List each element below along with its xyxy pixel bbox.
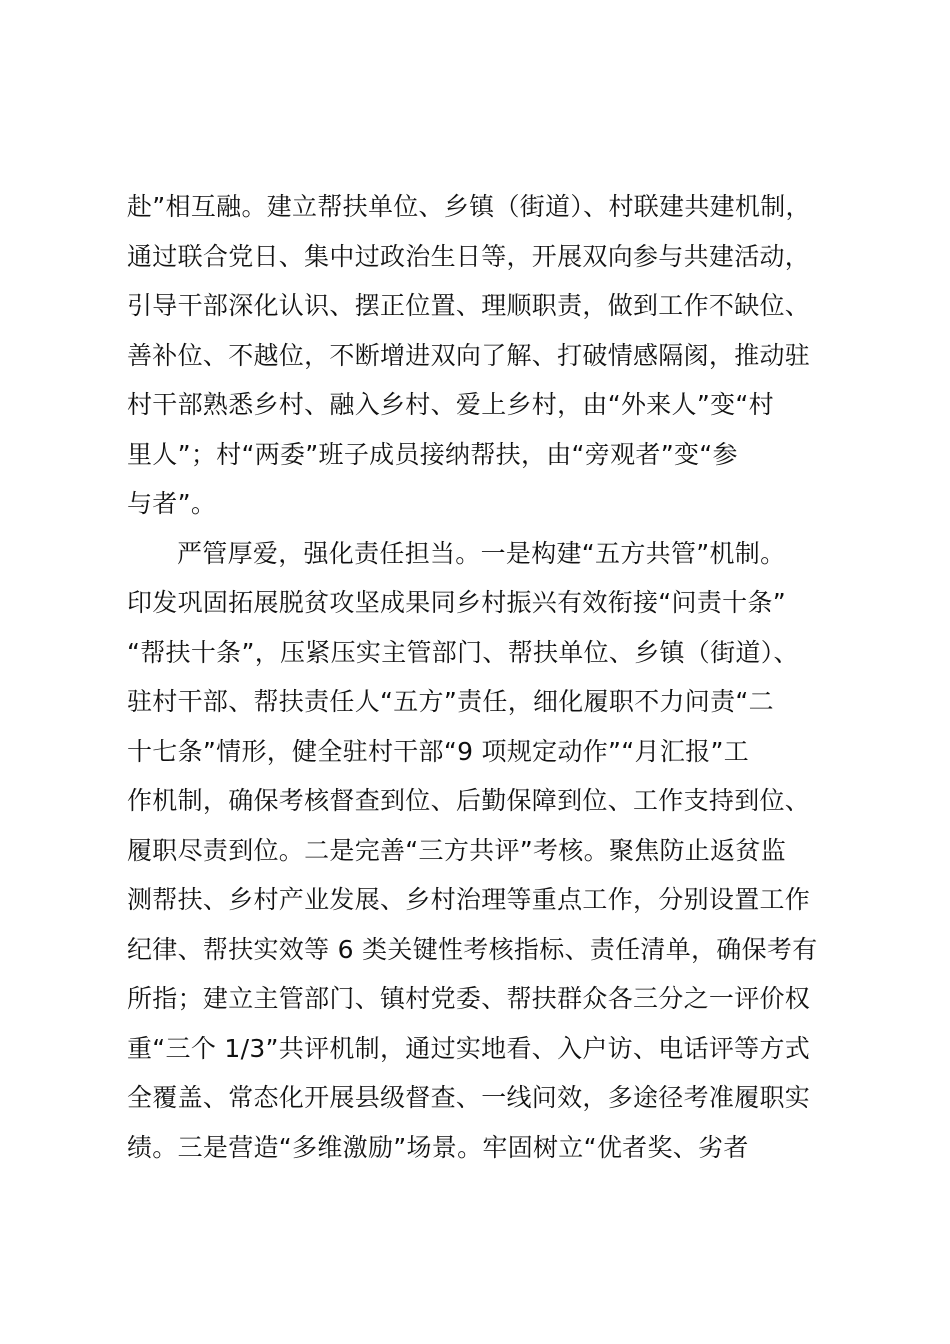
text-line: 里人”；村“两委”班子成员接纳帮扶，由“旁观者”变“参	[127, 439, 738, 469]
text-line: 十七条”情形，健全驻村干部“9 项规定动作”“月汇报”工	[127, 736, 750, 766]
text-line: 通过联合党日、集中过政治生日等，开展双向参与共建活动，	[127, 241, 811, 271]
text-line: 引导干部深化认识、摆正位置、理顺职责，做到工作不缺位、	[127, 291, 811, 320]
text-line: 绩。三是营造“多维激励”场景。牢固树立“优者奖、劣者	[127, 1132, 749, 1162]
paragraph-start-line: 严管厚爱，强化责任担当。一是构建“五方共管”机制。	[177, 538, 786, 568]
text-line: 测帮扶、乡村产业发展、乡村治理等重点工作，分别设置工作	[127, 885, 811, 914]
text-line: 赴”相互融。建立帮扶单位、乡镇（街道）、村联建共建机制，	[127, 192, 811, 221]
text-line: “帮扶十条”，压紧压实主管部门、帮扶单位、乡镇（街道）、	[127, 637, 799, 667]
text-line: 重“三个 1/3”共评机制，通过实地看、入户访、电话评等方式	[127, 1033, 811, 1063]
text-line: 全覆盖、常态化开展县级督查、一线问效，多途径考准履职实	[127, 1083, 811, 1112]
text-line: 作机制，确保考核督查到位、后勤保障到位、工作支持到位、	[127, 786, 811, 815]
text-line: 履职尽责到位。二是完善“三方共评”考核。聚焦防止返贫监	[127, 835, 787, 865]
text-line: 与者”。	[127, 489, 217, 518]
text-line: 印发巩固拓展脱贫攻坚成果同乡村振兴有效衔接“问责十条”	[127, 588, 787, 617]
text-line: 善补位、不越位，不断增进双向了解、打破情感隔阂，推动驻	[127, 340, 811, 370]
body-text	[127, 182, 839, 1172]
text-line: 纪律、帮扶实效等 6 类关键性考核指标、责任清单，确保考有	[127, 934, 818, 964]
text-line: 驻村干部、帮扶责任人“五方”责任，细化履职不力问责“二	[127, 687, 774, 716]
text-line: 所指；建立主管部门、镇村党委、帮扶群众各三分之一评价权	[127, 984, 811, 1013]
text-line: 村干部熟悉乡村、融入乡村、爱上乡村，由“外来人”变“村	[127, 390, 774, 419]
